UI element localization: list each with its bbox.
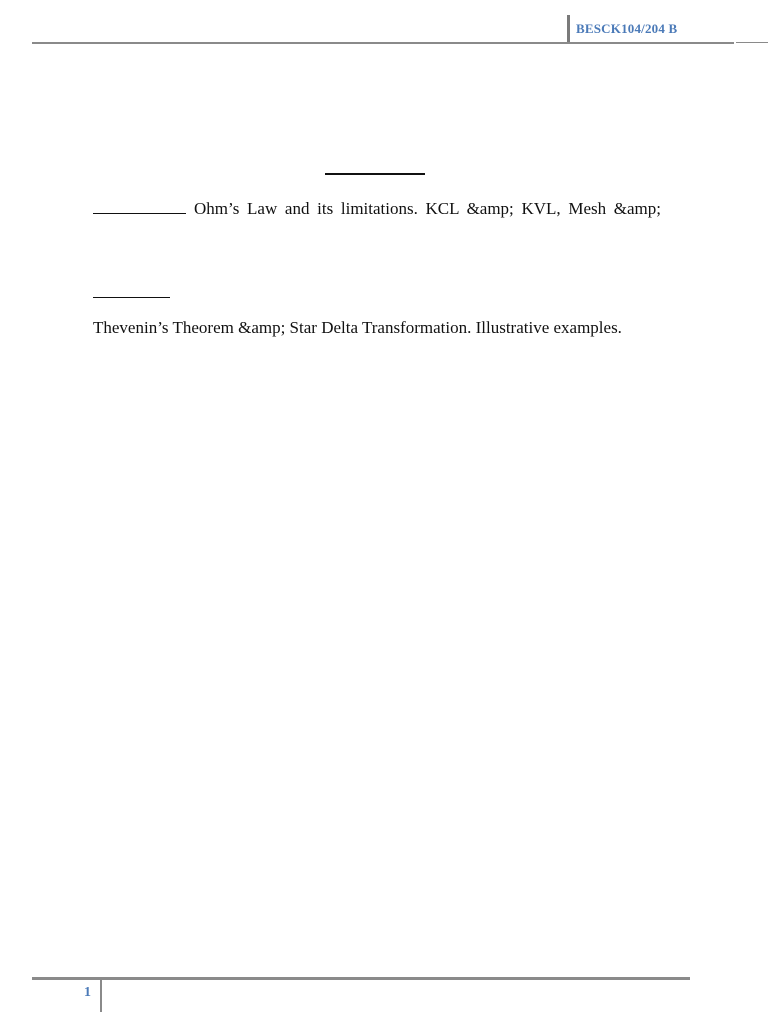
body-line-2: Thevenin’s Theorem &amp; Star Delta Transformation. Illustrative examples. — [93, 318, 622, 337]
body-line-1-text: Ohm’s Law and its limitations. KCL &amp; KVL, Mesh &amp; — [194, 199, 661, 218]
body-line-1 — [93, 195, 661, 219]
title-underline — [325, 173, 425, 175]
footer-divider — [100, 980, 102, 1012]
footer-rule — [32, 977, 690, 980]
course-code: BESCK104/204 B — [576, 20, 678, 36]
header-rule — [32, 42, 734, 44]
header-code-box — [567, 15, 677, 42]
blank-underline — [93, 195, 186, 214]
header-rule-extension — [736, 42, 768, 43]
page-number: 1 — [84, 985, 91, 1000]
blank-underline-short — [93, 280, 170, 298]
